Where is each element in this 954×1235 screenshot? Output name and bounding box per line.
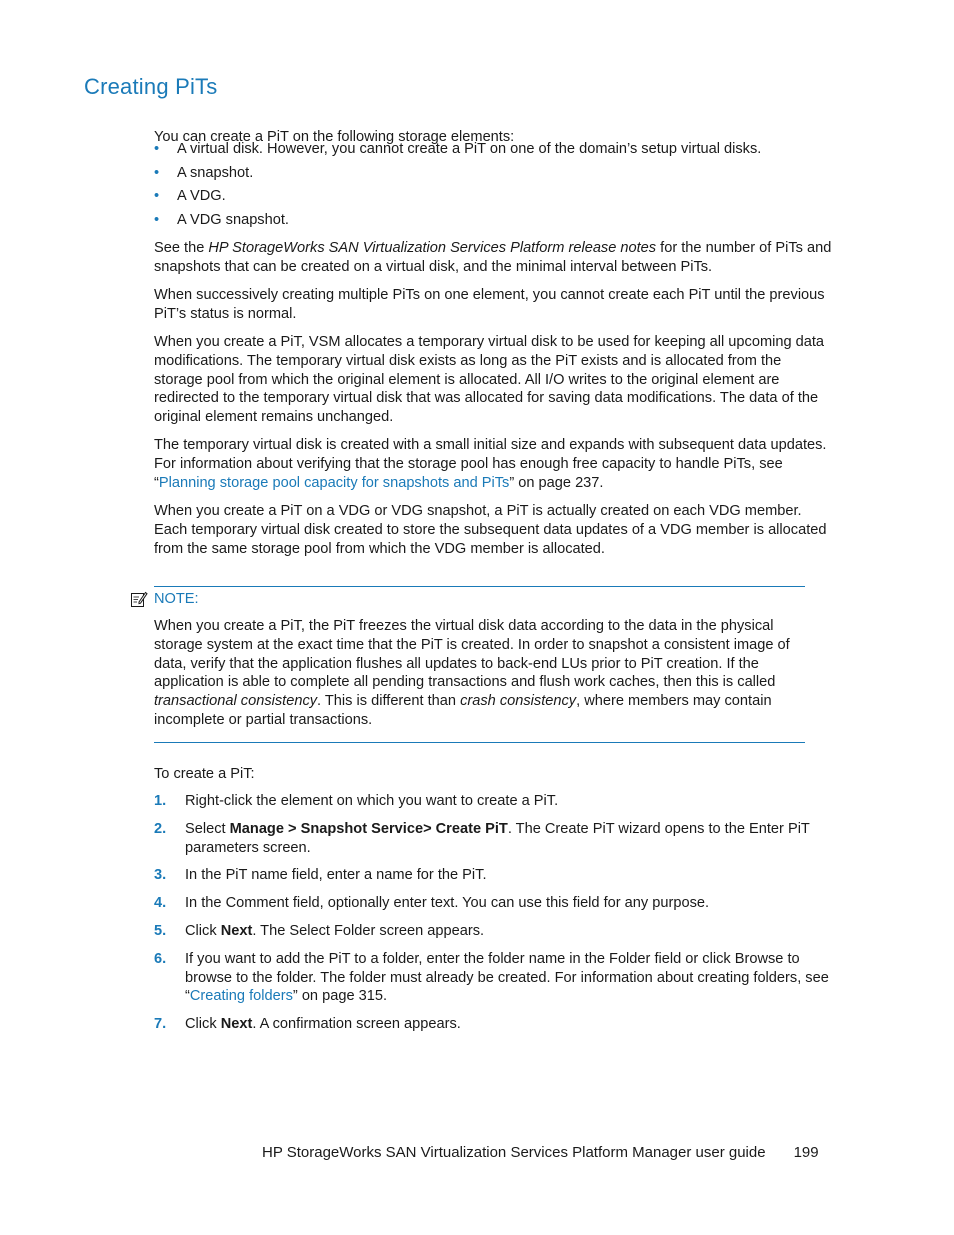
creating-folders-link[interactable]: Creating folders (189, 988, 293, 1005)
bullet-icon: • (154, 141, 160, 157)
planning-capacity-link[interactable]: Planning storage pool capacity for snapshots and PiTs (158, 474, 510, 491)
step-number: 1. (154, 793, 167, 809)
list-item: • A snapshot. (154, 164, 254, 181)
successive-paragraph: When successively creating multiple PiTs on one element, you cannot create each PiT until the previous PiT’s status is normal. (154, 287, 825, 322)
list-item: • A VDG snapshot. (154, 211, 289, 228)
step-item: 3. In the PiT name field, enter a name for the PiT. (154, 867, 487, 884)
bullet-icon: • (154, 211, 160, 228)
crash-consistency-term: crash consistency (460, 693, 577, 710)
step-item: 6. If you want to add the PiT to a folder, enter the folder name in the Folder field or click Browse to browse to the folder. The folder must already be created. For information about creating folders, see “Creating folders” on page 315. (154, 950, 829, 1005)
step-item: 7. Click Next. A confirmation screen appears. (154, 1016, 461, 1033)
page-footer (262, 1144, 819, 1161)
note-body: When you create a PiT, the PiT freezes the virtual disk data according to the data in the physical storage system at the exact time that the PiT is created. In order to snapshot a consistent image of data, verify that the application flushes all updates to back-end LUs prior to PiT creation. If the application is able to complete all pending transactions and flush work caches, then this is called transactional consistency. This is different than crash consistency, where members may contain incomplete or partial transactions. (154, 618, 790, 728)
step-item: 1. Right-click the element on which you want to create a PiT. (154, 793, 559, 809)
page-title: Creating PiTs (84, 74, 218, 99)
next-button-label: Next (220, 1016, 253, 1033)
vdg-paragraph: When you create a PiT on a VDG or VDG snapshot, a PiT is actually created on each VDG member. Each temporary virtual disk created to store the subsequent data updates of a VDG member is allocated from the same storage pool from which the VDG member is allocated. (154, 503, 827, 557)
note-pencil-icon (130, 590, 148, 608)
note-bottom-divider (154, 742, 805, 743)
list-item: • A VDG. (154, 188, 226, 205)
menu-path: Manage > Snapshot Service> Create PiT (229, 820, 508, 837)
note-header (130, 590, 199, 608)
temporary-disk-paragraph: The temporary virtual disk is created with a small initial size and expands with subsequent data updates. For information about verifying that the storage pool has enough free capacity to handle PiTs, see “Planning storage pool capacity for snapshots and PiTs” on page 237. (154, 437, 827, 491)
next-button-label: Next (220, 922, 253, 939)
guide-title: HP StorageWorks SAN Virtualization Services Platform Manager user guide (262, 1144, 766, 1161)
step-number: 2. (154, 820, 167, 837)
procedure-intro: To create a PiT: (154, 766, 255, 782)
bullet-icon: • (154, 164, 160, 181)
allocation-paragraph: When you create a PiT, VSM allocates a temporary virtual disk to be used for keeping all upcoming data modifications. The temporary virtual disk exists as long as the PiT exists and is allocated from the storage pool from which the original element is allocated. All I/O writes to the original element are redirected to the temporary virtual disk that was allocated for saving data modifications. The data of the original element remains unchanged. (154, 334, 825, 426)
step-number: 6. (154, 950, 167, 967)
list-item: • A virtual disk. However, you cannot create a PiT on one of the domain’s setup virtual disks. (154, 141, 762, 157)
procedure-steps (154, 792, 830, 1034)
step-number: 4. (154, 895, 167, 912)
transactional-consistency-term: transactional consistency (154, 693, 318, 710)
release-notes-paragraph: See the HP StorageWorks SAN Virtualization Services Platform release notes for the number of PiTs and snapshots that can be created on a virtual disk, and the minimal interval between PiTs. (154, 240, 832, 275)
step-number: 7. (154, 1016, 167, 1033)
note-top-divider (154, 586, 805, 587)
step-item: 5. Click Next. The Select Folder screen appears. (154, 922, 485, 939)
step-item: 2. Select Manage > Snapshot Service> Create PiT. The Create PiT wizard opens to the Enter PiT parameters screen. (154, 820, 810, 856)
storage-element-list (154, 140, 830, 234)
intro-text: You can create a PiT on the following storage elements: (154, 128, 515, 145)
step-number: 5. (154, 922, 167, 939)
step-item: 4. In the Comment field, optionally enter text. You can use this field for any purpose. (154, 895, 710, 912)
note-label: NOTE: (154, 591, 199, 607)
step-number: 3. (154, 867, 167, 884)
bullet-icon: • (154, 188, 160, 205)
release-notes-title: HP StorageWorks SAN Virtualization Services Platform release notes (208, 240, 657, 256)
page-number: 199 (793, 1144, 819, 1161)
